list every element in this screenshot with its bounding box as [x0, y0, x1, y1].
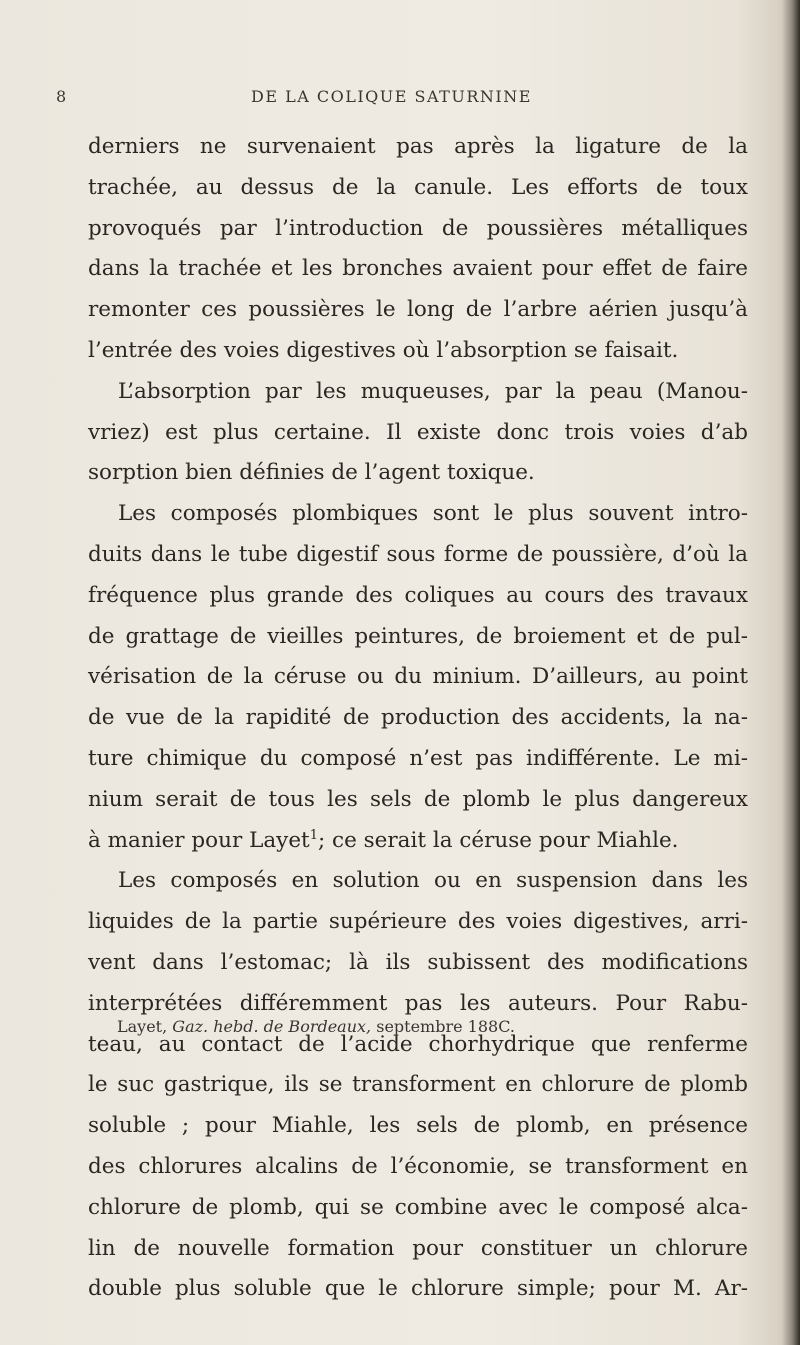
text-line: vent dans l’estomac; là ils subissent des modifications — [88, 949, 748, 975]
page-number: 8 — [56, 87, 68, 106]
text-line: vérisation de la céruse ou du minium. D’ailleurs, au point — [88, 664, 748, 690]
text-line: ture chimique du composé n’est pas indifférente. Le mi- — [88, 745, 748, 771]
text-line: L’absorption par les muqueuses, par la peau (Manou- — [118, 378, 748, 404]
text-line: dans la trachée et les bronches avaient pour effet de faire — [88, 256, 748, 282]
text-line-with-footnote-ref — [88, 821, 748, 862]
text-line: de grattage de vieilles peintures, de broiement et de pul- — [88, 623, 748, 649]
text-line: double plus soluble que le chlorure simple; pour M. Ar- — [88, 1276, 748, 1302]
text-line: liquides de la partie supérieure des voies digestives, arri- — [88, 909, 748, 935]
text-line: lin de nouvelle formation pour constituer un chlorure — [88, 1235, 748, 1261]
text-line: derniers ne survenaient pas après la ligature de la — [88, 134, 748, 159]
footnote-date: septembre 188C. — [376, 1017, 515, 1036]
footnote-marker: 1 — [309, 827, 318, 843]
text-segment: à manier pour Layet — [88, 827, 310, 853]
text-line: interprétées différemment pas les auteurs. Pour Rabu- — [88, 990, 748, 1016]
text-line: des chlorures alcalins de l’économie, se transforment en — [88, 1153, 748, 1179]
text-segment: ; ce serait la céruse pour Miahle. — [317, 827, 679, 853]
text-line: le suc gastrique, ils se transforment en chlorure de plomb — [88, 1072, 748, 1098]
text-line: fréquence plus grande des coliques au cours des travaux — [88, 582, 748, 608]
page-binding-edge — [782, 0, 800, 1345]
text-line: de vue de la rapidité de production des accidents, la na- — [88, 705, 748, 731]
running-head-title: DE LA COLIQUE SATURNINE — [251, 87, 532, 106]
text-line: sorption bien définies de l’agent toxique. — [88, 460, 535, 486]
text-line: duits dans le tube digestif sous forme de poussière, d’où la — [88, 541, 748, 567]
text-line: teau, au contact de l’acide chorhydrique que renferme — [88, 1031, 748, 1057]
text-line: Les composés plombiques sont le plus souvent intro- — [118, 501, 748, 527]
body-text — [88, 127, 748, 1310]
text-line: trachée, au dessus de la canule. Les efforts de toux — [88, 174, 748, 200]
text-line: provoqués par l’introduction de poussières métalliques — [88, 215, 748, 241]
text-line: chlorure de plomb, qui se combine avec le composé alca- — [88, 1194, 748, 1220]
text-line: soluble ; pour Miahle, les sels de plomb, en présence — [88, 1113, 748, 1139]
footnote — [117, 1016, 747, 1038]
footnote-author: Layet, — [117, 1017, 168, 1036]
text-line: nium serait de tous les sels de plomb le plus dangereux — [88, 786, 748, 812]
text-line: remonter ces poussières le long de l’arbre aérien jusqu’à — [88, 297, 748, 323]
text-line: l’entrée des voies digestives où l’absorption se faisait. — [88, 337, 679, 363]
text-line: Les composés en solution ou en suspension dans les — [118, 868, 748, 894]
footnote-journal: Gaz. hebd. de Bordeaux, — [172, 1017, 372, 1036]
text-line: vriez) est plus certaine. Il existe donc trois voies d’ab — [88, 419, 748, 445]
running-head — [56, 87, 746, 111]
